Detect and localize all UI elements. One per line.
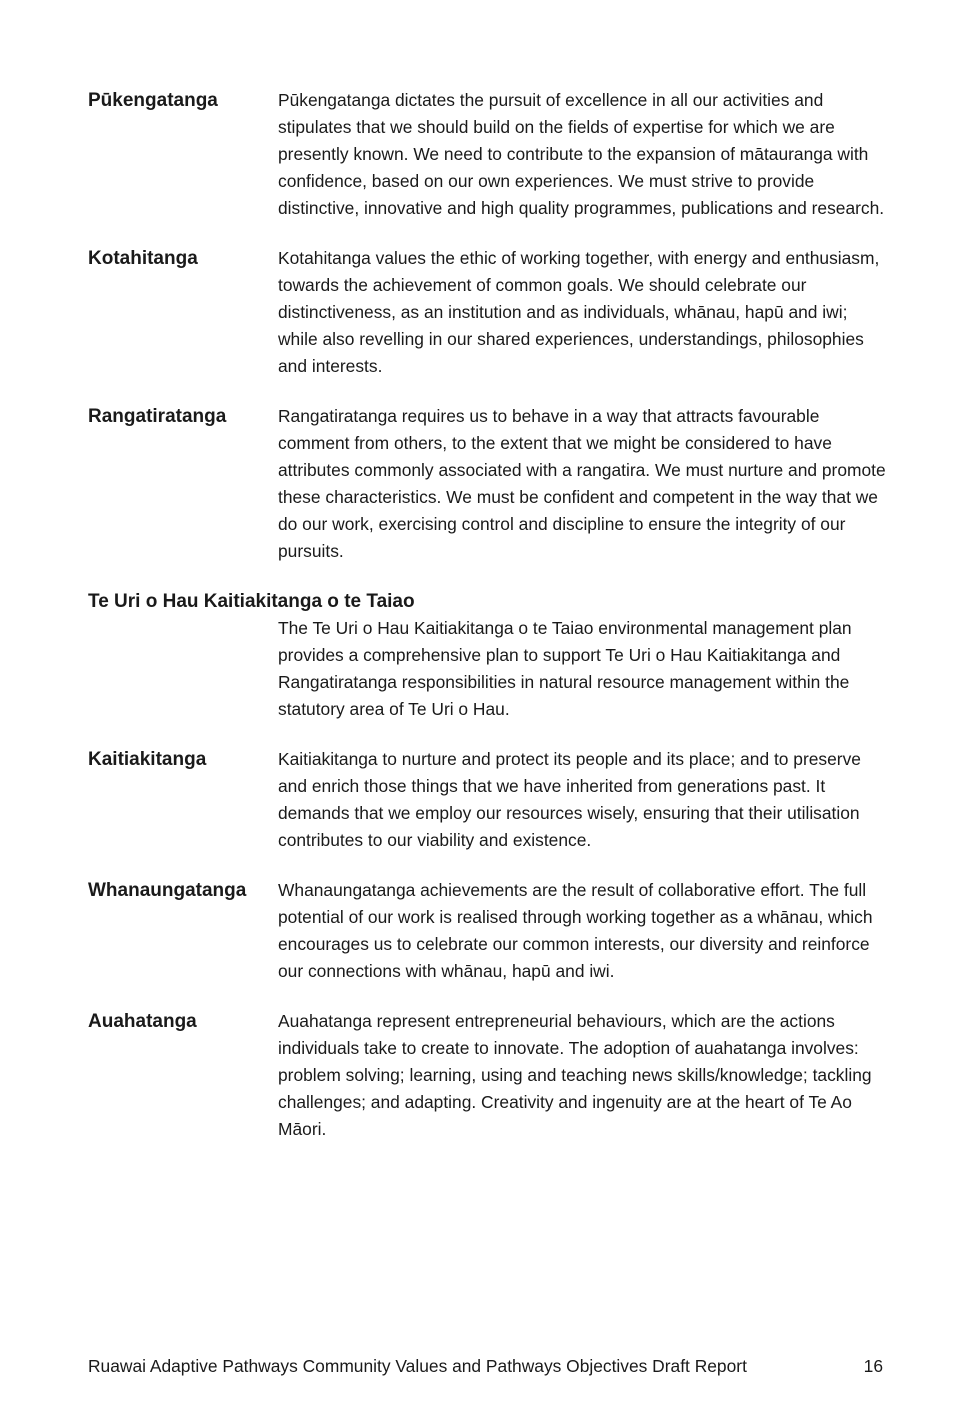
page-footer <box>88 1354 883 1378</box>
definition-entry <box>88 746 888 854</box>
definition-entry <box>88 877 888 985</box>
definition-text: Kaitiakitanga to nurture and protect its people and its place; and to preserve and enrich those things that we have inherited from generations past. It demands that we employ our resources wisely, ensuring that their utilisation contributes to our viability and existence. <box>278 749 861 850</box>
definition-term: Kaitiakitanga <box>88 749 207 770</box>
definition-term: Whanaungatanga <box>88 880 247 901</box>
definition-term: Auahatanga <box>88 1011 197 1032</box>
definition-term: Kotahitanga <box>88 248 198 269</box>
definition-entry <box>88 403 888 565</box>
section-text: The Te Uri o Hau Kaitiakitanga o te Taiao environmental management plan provides a comprehensive plan to support Te Uri o Hau Kaitiakitanga and Rangatiratanga responsibilities in natural resource management within the statutory area of Te Uri o Hau. <box>278 618 852 719</box>
environmental-plan-section <box>88 588 888 723</box>
definition-entry <box>88 245 888 380</box>
document-body <box>88 87 888 1166</box>
definition-text: Kotahitanga values the ethic of working together, with energy and enthusiasm, towards the achievement of common goals. We should celebrate our distinctiveness, as an institution and as individuals, whānau, hapū and iwi; while also revelling in our shared experiences, understandings, philosophies and interests. <box>278 248 880 376</box>
definition-term: Rangatiratanga <box>88 406 227 427</box>
section-heading: Te Uri o Hau Kaitiakitanga o te Taiao <box>88 591 415 612</box>
definition-entry <box>88 87 888 222</box>
definition-text: Whanaungatanga achievements are the result of collaborative effort. The full potential of our work is realised through working together as a whānau, which encourages us to celebrate our common interests, our diversity and reinforce our connections with whānau, hapū and iwi. <box>278 880 873 981</box>
page-number: 16 <box>863 1356 883 1376</box>
definition-text: Rangatiratanga requires us to behave in a way that attracts favourable comment from others, to the extent that we might be considered to have attributes commonly associated with a rangatira. We must nurture and promote these characteristics. We must be confident and competent in the way that we do our work, exercising control and discipline to ensure the integrity of our pursuits. <box>278 406 886 561</box>
definition-text: Auahatanga represent entrepreneurial behaviours, which are the actions individuals take to create to innovate. The adoption of auahatanga involves: problem solving; learning, using and teaching news skills/knowledge; tackling challenges; and adapting. Creativity and ingenuity are at the heart of Te Ao Māori. <box>278 1011 872 1139</box>
footer-report-title: Ruawai Adaptive Pathways Community Values and Pathways Objectives Draft Report <box>88 1356 747 1376</box>
definition-text: Pūkengatanga dictates the pursuit of excellence in all our activities and stipulates that we should build on the fields of expertise for which we are presently known. We need to contribute to the expansion of mātauranga with confidence, based on our own experiences. We must strive to provide distinctive, innovative and high quality programmes, publications and research. <box>278 90 885 218</box>
definition-entry <box>88 1008 888 1143</box>
definition-term: Pūkengatanga <box>88 90 218 111</box>
